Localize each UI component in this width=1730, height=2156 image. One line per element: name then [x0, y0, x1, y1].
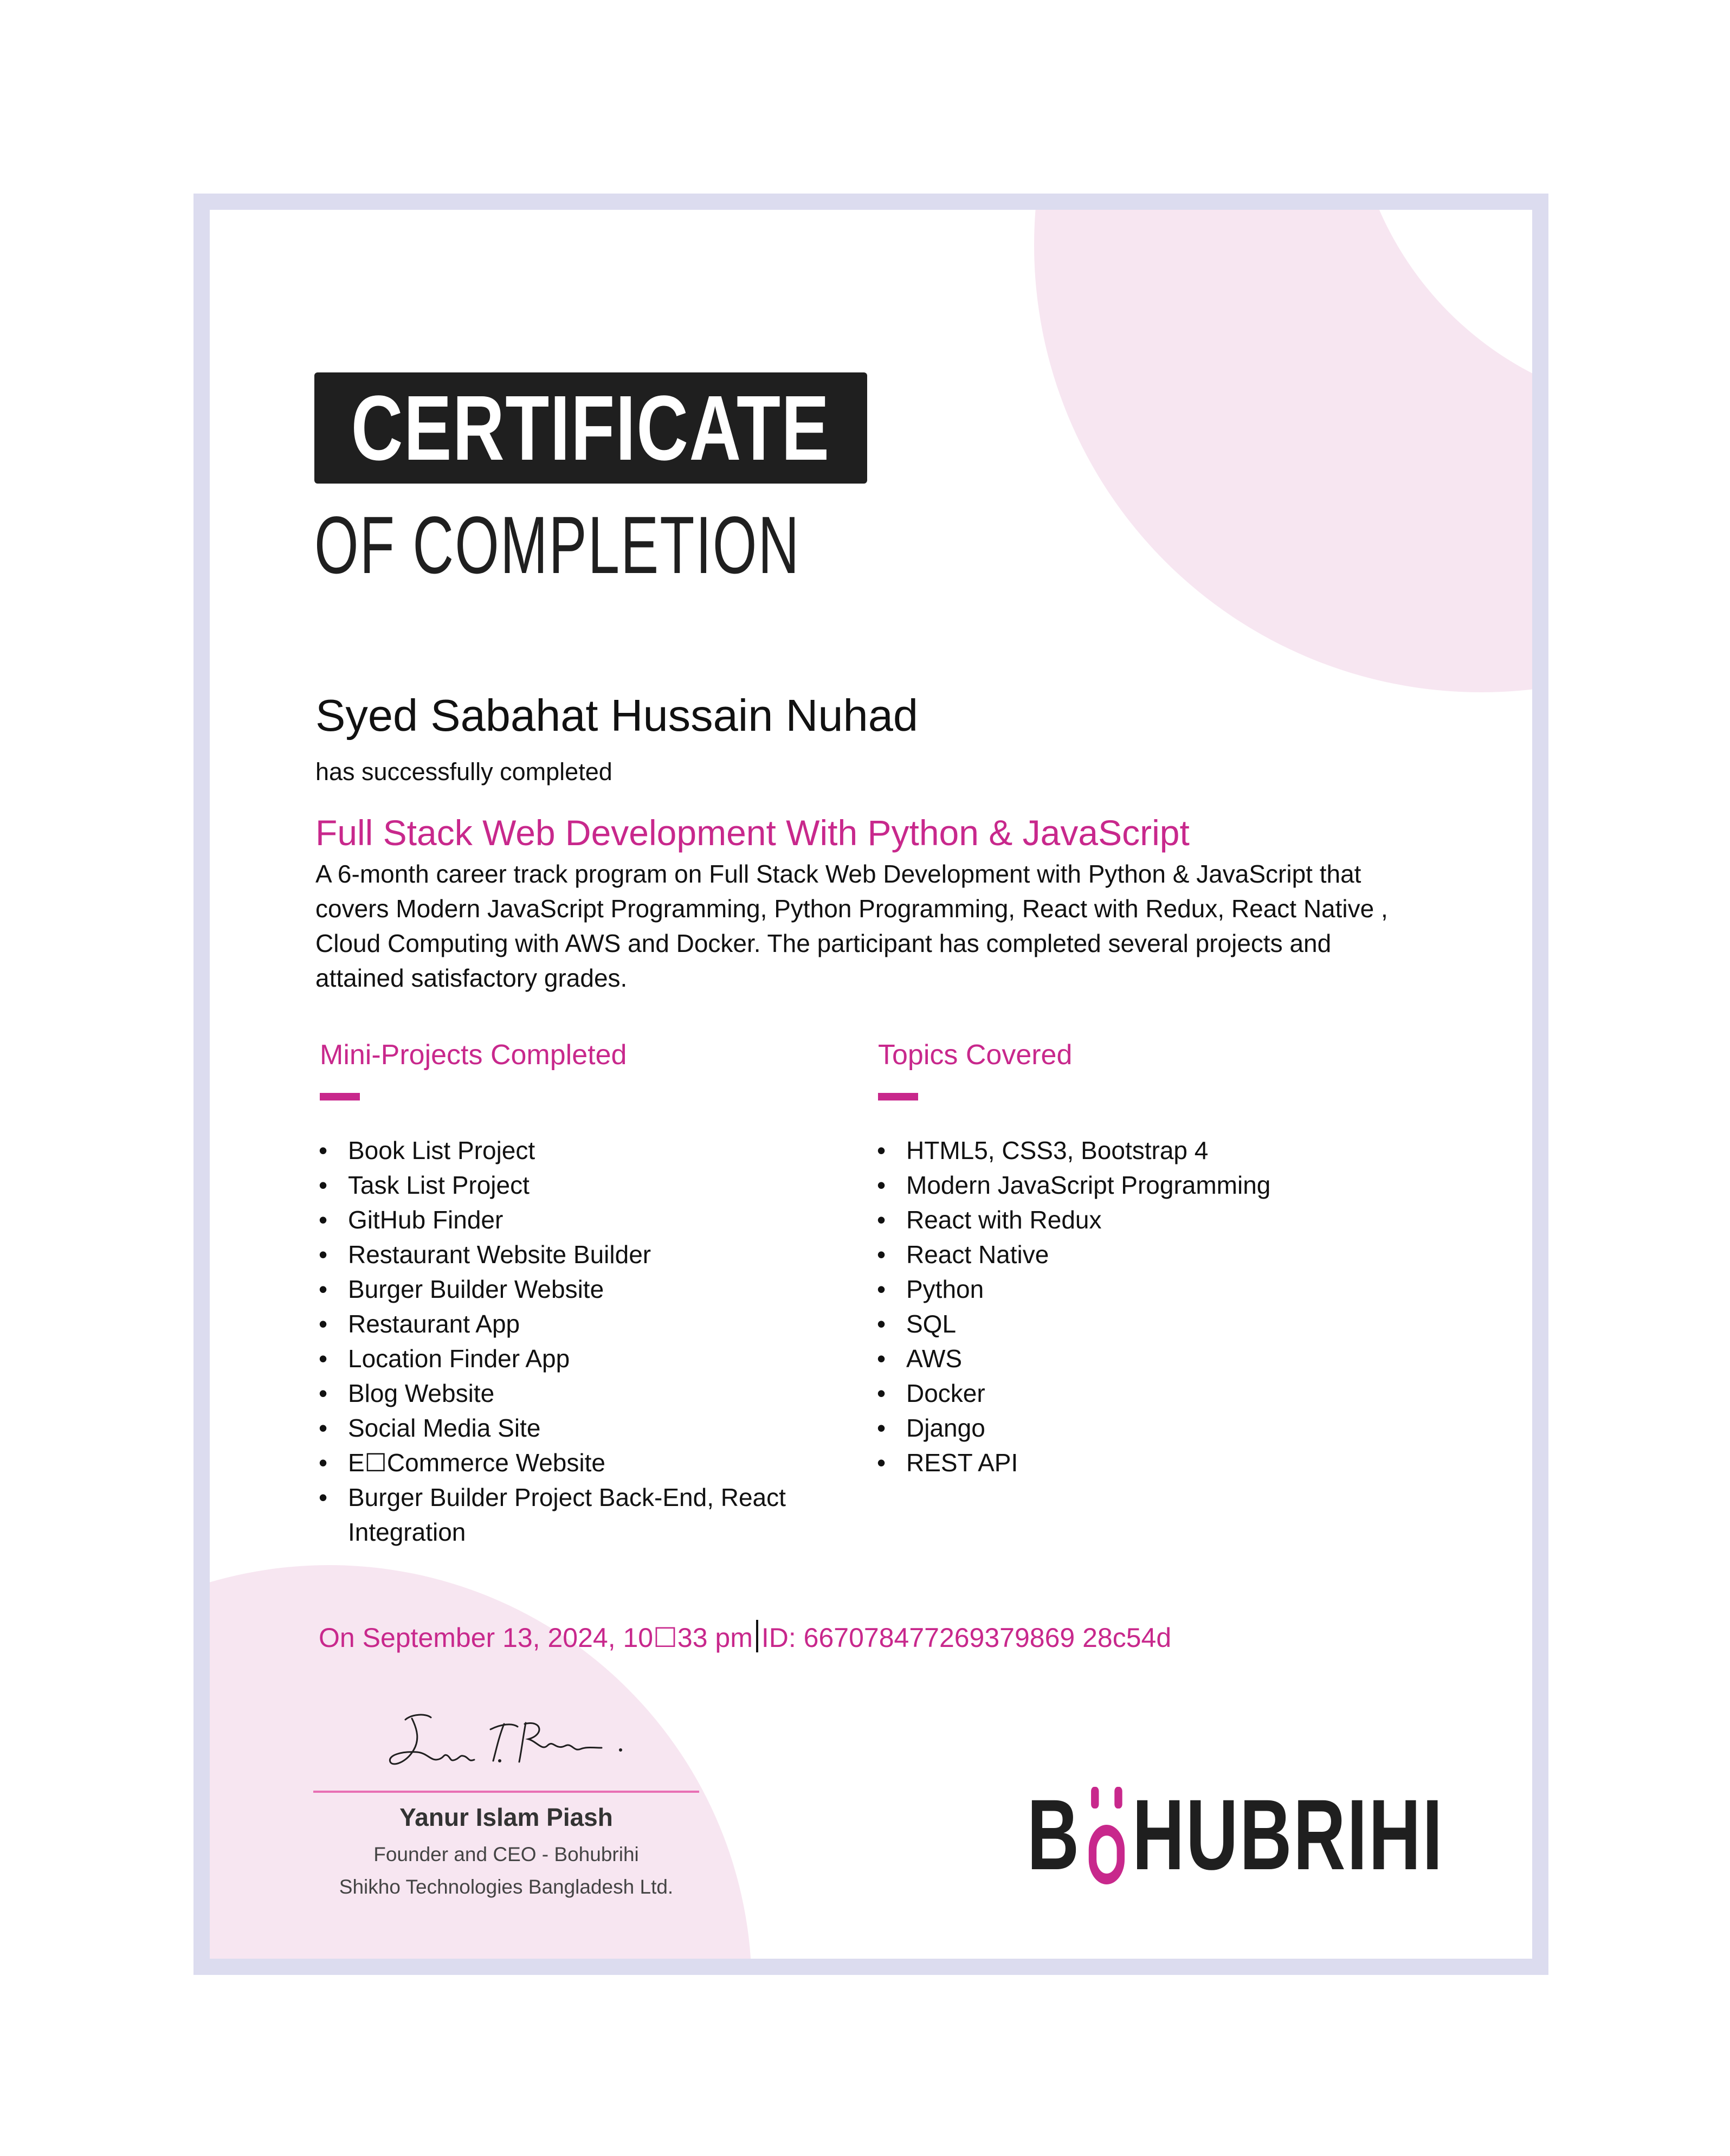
topics-list [874, 1133, 1361, 1480]
bullet-icon: • [877, 1310, 886, 1338]
topics-title: Topics Covered [878, 1039, 1073, 1071]
bullet-icon: • [319, 1414, 328, 1442]
bullet-icon: • [877, 1344, 886, 1373]
bullet-icon: • [877, 1414, 886, 1442]
list-item: • HTML5, CSS3, Bootstrap 4 [874, 1133, 1361, 1168]
list-item: • Django [874, 1411, 1361, 1445]
list-item: • Task List Project [315, 1168, 803, 1202]
list-item: • Docker [874, 1376, 1361, 1411]
list-item: • Burger Builder Project Back-End, React Integration [315, 1480, 803, 1549]
bullet-icon: • [877, 1275, 886, 1303]
bullet-icon: • [877, 1240, 886, 1269]
logo-accent-tick [1091, 1787, 1099, 1809]
mini-projects-title: Mini-Projects Completed [320, 1039, 627, 1071]
list-item: • AWS [874, 1341, 1361, 1376]
certificate-heading-box [314, 372, 867, 484]
certificate-id: ID: 667078477269379869 28c54d [761, 1623, 1172, 1653]
issue-date: On September 13, 2024, 10☐33 pm [319, 1623, 753, 1653]
list-item: • React Native [874, 1237, 1361, 1272]
bohubrihi-logo [1027, 1779, 1444, 1891]
list-item: • Book List Project [315, 1133, 803, 1168]
mini-projects-underline [320, 1093, 360, 1100]
list-item: • Restaurant Website Builder [315, 1237, 803, 1272]
certificate-subheading: OF COMPLETION [314, 499, 801, 590]
bullet-icon: • [319, 1344, 328, 1373]
bullet-icon: • [319, 1171, 328, 1199]
course-description: A 6-month career track program on Full Stack Web Development with Python & JavaScript that covers Modern JavaScript Programming, Python Programming, React with Redux, React Native , Cloud Computing with AWS and Docker. The participant has completed several projects and attained satisfactory grades. [315, 860, 1388, 992]
bullet-icon: • [877, 1206, 886, 1234]
bullet-icon: • [319, 1449, 328, 1477]
logo-accent-ring [1088, 1825, 1124, 1884]
bullet-icon: • [319, 1136, 328, 1164]
logo-suffix: HUBRIHI [1132, 1779, 1444, 1891]
bullet-icon: • [877, 1449, 886, 1477]
recipient-name: Syed Sabahat Hussain Nuhad [315, 690, 919, 741]
bullet-icon: • [319, 1483, 328, 1511]
bullet-icon: • [319, 1206, 328, 1234]
bullet-icon: • [319, 1240, 328, 1269]
list-item: • React with Redux [874, 1202, 1361, 1237]
bullet-icon: • [877, 1171, 886, 1199]
list-item: • Blog Website [315, 1376, 803, 1411]
signer-organization: Shikho Technologies Bangladesh Ltd. [339, 1876, 674, 1898]
separator-bar [756, 1620, 758, 1652]
issue-date-and-id [319, 1620, 1171, 1653]
bullet-icon: • [319, 1310, 328, 1338]
list-item: • GitHub Finder [315, 1202, 803, 1237]
signature-image [379, 1708, 634, 1784]
bullet-icon: • [319, 1275, 328, 1303]
logo-accent-tick [1114, 1787, 1122, 1809]
mini-projects-list [315, 1133, 803, 1549]
list-item: • E☐Commerce Website [315, 1445, 803, 1480]
certificate-heading: CERTIFICATE [351, 376, 830, 480]
signer-name: Yanur Islam Piash [399, 1803, 613, 1831]
signature-line [313, 1791, 699, 1793]
list-item: • REST API [874, 1445, 1361, 1480]
bullet-icon: • [877, 1379, 886, 1407]
list-item: • Location Finder App [315, 1341, 803, 1376]
list-item: • Burger Builder Website [315, 1272, 803, 1307]
course-title: Full Stack Web Development With Python & JavaScript [315, 813, 1190, 853]
list-item: • Social Media Site [315, 1411, 803, 1445]
topics-underline [878, 1093, 918, 1100]
bullet-icon: • [319, 1379, 328, 1407]
list-item: • SQL [874, 1307, 1361, 1341]
completion-statement: has successfully completed [315, 758, 612, 786]
logo-prefix: B [1027, 1779, 1081, 1891]
list-item: • Restaurant App [315, 1307, 803, 1341]
signer-role: Founder and CEO - Bohubrihi [373, 1843, 639, 1865]
bullet-icon: • [877, 1136, 886, 1164]
list-item: • Modern JavaScript Programming [874, 1168, 1361, 1202]
logo-accent-o-icon [1083, 1784, 1129, 1887]
list-item: • Python [874, 1272, 1361, 1307]
